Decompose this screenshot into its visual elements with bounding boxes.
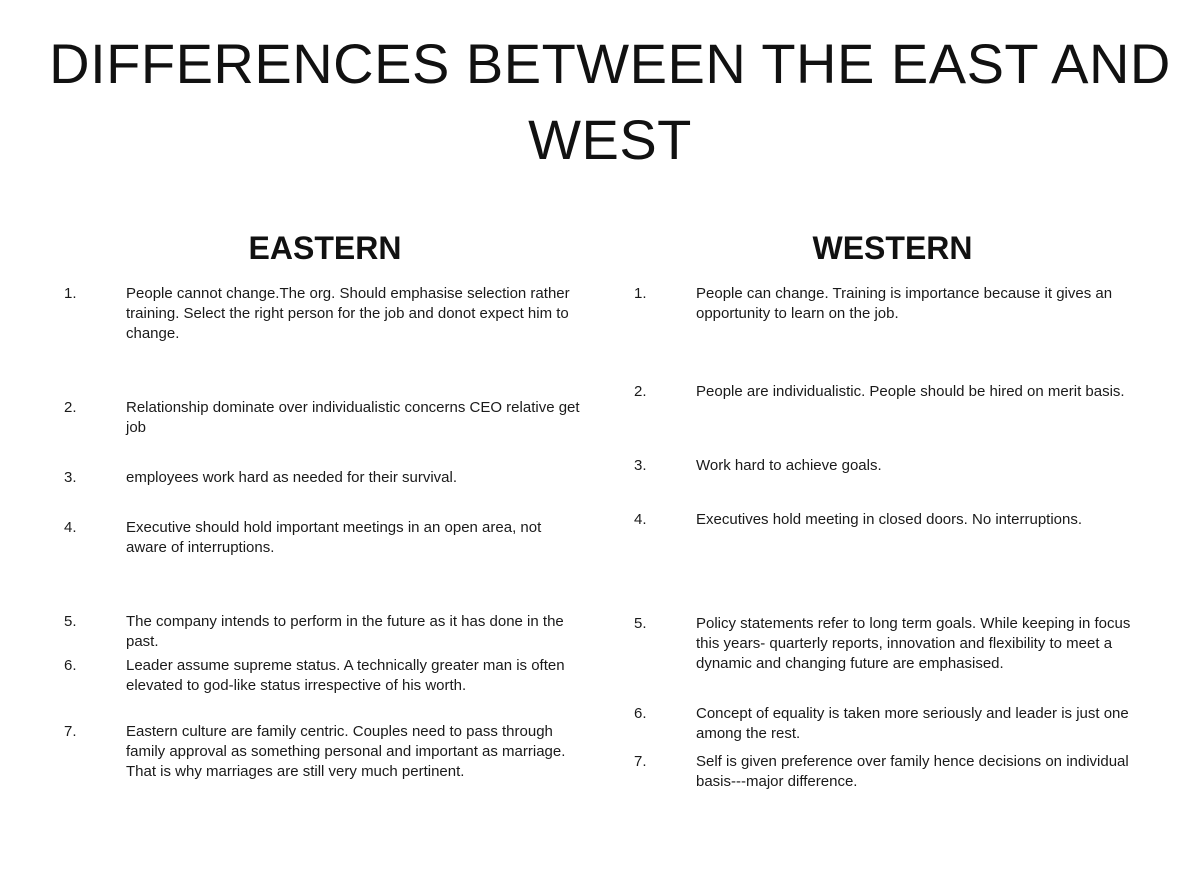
item-number: 2. [634,383,647,400]
item-number: 3. [634,457,647,474]
item-text: People cannot change.The org. Should emphasise selection rather training. Select the right person for the job and donot expect him to change. [126,285,570,342]
item-text: Executive should hold important meetings in an open area, not aware of interruptions. [126,519,542,556]
item-number: 7. [634,753,647,770]
item-text: Eastern culture are family centric. Couples need to pass through family approval as something personal and important as marriage. That is why marriages are still very much pertinent. [126,723,566,780]
item-text: Leader assume supreme status. A technically greater man is often elevated to god-like status irrespective of his worth. [126,657,565,694]
item-number: 7. [64,723,77,740]
western-heading: WESTERN [812,230,973,266]
item-text: Concept of equality is taken more seriously and leader is just one among the rest. [696,705,1129,742]
slide-title: DIFFERENCES BETWEEN THE EAST AND WEST [49,32,1171,171]
item-number: 6. [64,657,77,674]
item-text: Self is given preference over family hence decisions on individual basis---major difference. [696,753,1129,790]
item-text: People can change. Training is importance because it gives an opportunity to learn on the job. [696,285,1113,322]
item-number: 1. [634,285,647,302]
item-text: People are individualistic. People should be hired on merit basis. [696,383,1125,400]
item-number: 2. [64,399,77,416]
item-number: 4. [64,519,77,536]
item-number: 3. [64,469,77,486]
item-text: employees work hard as needed for their survival. [126,469,457,486]
item-text: Policy statements refer to long term goals. While keeping in focus this years- quarterly reports, innovation and flexibility to meet a dynamic and changing future are emphasised. [696,615,1131,672]
item-number: 5. [64,613,77,630]
item-text: Work hard to achieve goals. [696,457,882,474]
item-number: 6. [634,705,647,722]
eastern-heading: EASTERN [248,230,402,266]
item-number: 1. [64,285,77,302]
item-text: Relationship dominate over individualistic concerns CEO relative get job [126,399,580,436]
item-text: Executives hold meeting in closed doors. No interruptions. [696,511,1083,528]
item-number: 4. [634,511,647,528]
item-text: The company intends to perform in the future as it has done in the past. [126,613,564,650]
item-number: 5. [634,615,647,632]
